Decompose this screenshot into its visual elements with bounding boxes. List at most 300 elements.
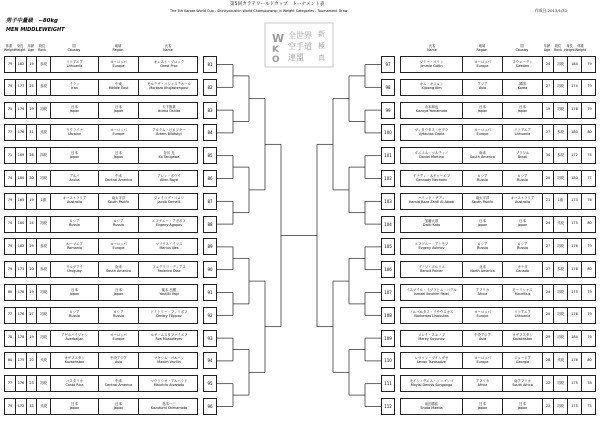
name-cell-jp: ドミトリー・フィリポフ <box>150 310 188 315</box>
bout-number-left: 96 <box>203 398 217 415</box>
country-cell-en: Georgia <box>515 359 530 364</box>
region-cell-jp: 南米 <box>115 264 122 269</box>
region-cell-en: Asia <box>114 359 123 364</box>
rank-cell: 初段 <box>554 308 568 323</box>
region-cell-jp: アジア <box>477 82 488 87</box>
country-cell-en: Russia <box>69 223 80 228</box>
height-cell: 178 <box>568 262 582 277</box>
country-cell-jp: ロシア <box>69 310 80 315</box>
name-cell-jp: モルテザ・コジャステホール <box>147 82 191 87</box>
region-cell-en: Europe <box>112 131 125 136</box>
svg-text:連盟: 連盟 <box>288 53 304 62</box>
country-cell-jp: イラン <box>69 82 80 87</box>
country-cell-jp: カザフスタン <box>64 355 85 360</box>
bout-number-left: 94 <box>203 352 217 369</box>
bout-number-right: 111 <box>381 375 395 392</box>
name-cell-en: Vytautas Cepla <box>418 131 445 136</box>
rank-cell: 参段 <box>554 125 568 140</box>
rank-cell: 弐段 <box>37 125 51 140</box>
region-cell-jp: アフリカ <box>475 378 490 383</box>
country-cell-jp: 日本 <box>519 219 526 224</box>
name-cell-en: Benoit Poirier <box>420 268 443 273</box>
bout-number-right: 100 <box>381 124 395 141</box>
country-cell-en: Korea <box>517 86 528 91</box>
name-cell-jp: モイシ・デニス・ソンゴンゴ <box>409 378 454 383</box>
bout-number-left: 90 <box>203 261 217 278</box>
name-cell-jp: 山本和也 <box>424 105 439 110</box>
weight-cell: 77 <box>5 308 16 323</box>
weight-cell: 76 <box>587 198 592 203</box>
region-cell-jp: ロシア <box>477 173 488 178</box>
bout-number-left: 91 <box>203 284 217 301</box>
name-cell-jp: 薬本 良樹 <box>161 287 177 292</box>
bout-number-right: 99 <box>381 102 395 119</box>
country-cell-jp: 日本 <box>71 287 78 292</box>
region-cell-en: Europe <box>112 63 125 68</box>
rank-cell: 初段 <box>37 103 51 118</box>
name-cell-jp: 天下都真 <box>162 105 176 110</box>
name-cell-jp: ハミッド・ザディ <box>418 196 445 201</box>
rank-cell: 初段 <box>554 285 568 300</box>
country-cell-en: Japan <box>517 405 528 410</box>
region-cell-jp: 南太平洋 <box>111 196 126 201</box>
country-cell-en: South Africa <box>512 382 533 387</box>
rank-cell: 初段 <box>37 376 51 391</box>
name-cell-en: Evgeny Agapov <box>155 223 183 228</box>
rank-cell: 初段 <box>554 171 568 186</box>
rank-cell: 初段 <box>554 239 568 254</box>
weight-cell: 79 <box>587 312 592 317</box>
title-en: The 5th Karate World Cup - Shinkyokushin World Championship in Weight Categories - Tournament Draw <box>170 9 348 13</box>
age-cell: 24 <box>543 217 554 232</box>
name-cell-jp: エフゲニー・アガポフ <box>152 219 186 224</box>
country-cell-jp: オーストラリア <box>510 196 535 201</box>
country-cell-jp: アルバ <box>69 173 80 178</box>
rank-cell: 弐段 <box>37 353 51 368</box>
country-cell-jp: リトアニア <box>514 127 531 132</box>
region-cell-jp: 南米 <box>479 150 486 155</box>
weight-cell: 77 <box>5 376 16 391</box>
country-cell-jp: 日本 <box>71 150 78 155</box>
age-cell: 19 <box>27 57 37 72</box>
name-cell-en: Rza Mustafayev <box>155 337 183 342</box>
age-cell: 30 <box>27 171 37 186</box>
name-cell-en: Levan Tsintsadze <box>417 359 446 364</box>
svg-text:全世界: 全世界 <box>288 31 312 40</box>
bout-number-right: 110 <box>381 352 395 369</box>
country-cell-jp: ブラジル <box>515 150 530 155</box>
weight-cell: 79 <box>587 61 592 66</box>
name-cell-en: Evgeny Asimov <box>418 245 445 250</box>
age-cell: 27 <box>543 262 554 277</box>
weight-cell: 79 <box>587 289 592 294</box>
bout-number-right: 106 <box>381 261 395 278</box>
country-cell-en: Lithuania <box>514 314 531 319</box>
region-cell-jp: 中米 <box>115 173 122 178</box>
age-cell: 29 <box>27 239 37 254</box>
region-cell-jp: ヨーロッパ <box>474 310 491 315</box>
name-cell-en: Merey Suyunov <box>418 337 445 342</box>
age-cell: 27 <box>543 80 554 95</box>
region-cell-en: Europe <box>476 359 489 364</box>
name-cell-jp: 加藤大基 <box>424 219 439 224</box>
name-cell-jp: ジミー・コリン <box>419 59 444 64</box>
rank-cell: 弐段 <box>554 217 568 232</box>
height-cell: 176 <box>16 376 27 391</box>
rank-cell: 参段 <box>37 262 51 277</box>
region-cell-en: Central America <box>104 382 133 387</box>
svg-text:空手道: 空手道 <box>288 42 312 51</box>
height-cell: 176 <box>568 239 582 254</box>
weight-cell: 80 <box>5 353 16 368</box>
name-cell-en: Hamid Raza Zardi Al Abadi <box>408 200 455 205</box>
name-cell-en: Daiki Kato <box>422 223 441 228</box>
weight-cell: 71 <box>5 148 16 163</box>
height-cell: 178 <box>16 331 27 346</box>
weight-cell: 80 <box>587 266 592 271</box>
name-cell-en: Gennady Nechaev <box>415 177 448 182</box>
name-cell-jp: 島本一三 <box>162 401 176 406</box>
country-cell-en: Azerbaijan <box>65 337 84 342</box>
bout-number-right: 97 <box>381 56 395 73</box>
region-cell-en: South Pacific <box>107 200 130 205</box>
age-cell: 19 <box>27 285 37 300</box>
country-cell-jp: 日本 <box>519 105 526 110</box>
bout-number-left: 95 <box>203 375 217 392</box>
region-cell-en: Japan <box>477 405 488 410</box>
height-cell: 175 <box>568 399 582 414</box>
region-cell-jp: 中東 <box>115 82 122 87</box>
division-title-jp: 男子中量級 −80kg <box>6 18 58 24</box>
height-cell: 165 <box>16 194 27 209</box>
rank-cell: 初段 <box>554 80 568 95</box>
height-cell: 173 <box>568 194 582 209</box>
height-cell: 175 <box>16 353 27 368</box>
region-cell-en: Japan <box>477 223 488 228</box>
bout-number-left: 81 <box>203 56 217 73</box>
country-cell-en: Japan <box>69 154 80 159</box>
name-cell-en: Ikuma Oshita <box>157 109 181 114</box>
weight-cell: 79 <box>587 335 592 340</box>
height-cell: 173 <box>16 262 27 277</box>
age-cell: 22 <box>543 376 554 391</box>
country-cell-en: Australia <box>67 200 82 205</box>
header-weight-right: 体重 Weight <box>575 44 587 52</box>
age-cell: 20 <box>27 353 37 368</box>
height-cell: 178 <box>568 103 582 118</box>
age-cell: 24 <box>543 285 554 300</box>
header-rank-right: 段位 Rank <box>554 44 562 52</box>
name-cell-jp: オレスト・ブロック <box>153 59 185 64</box>
rank-cell: 参段 <box>37 80 51 95</box>
bout-number-left: 82 <box>203 79 217 96</box>
region-cell-en: Europe <box>476 131 489 136</box>
header-name-right: 氏名 Name <box>427 44 437 52</box>
weight-cell: 80 <box>587 129 592 134</box>
name-cell-jp: マウリシオ・アルバラド <box>150 378 188 383</box>
name-cell-en: Moyisi Dennis Songongo <box>410 382 453 387</box>
age-cell: 20 <box>543 171 554 186</box>
region-cell-en: Japan <box>477 109 488 114</box>
name-cell-jp: イスマイル・イブラヒム・バテル <box>406 287 457 292</box>
country-cell-en: Kazakhstan <box>64 359 85 364</box>
height-cell: 174 <box>568 80 582 95</box>
country-cell-en: Aruba <box>69 177 80 182</box>
region-cell-en: Japan <box>113 109 124 114</box>
region-cell-jp: 北米 <box>479 264 486 269</box>
rank-cell: 1級 <box>554 194 568 209</box>
age-cell: 29 <box>543 331 554 346</box>
region-cell-en: Africa <box>477 291 488 296</box>
region-cell-jp: 日本 <box>479 401 486 406</box>
height-cell: 169 <box>16 148 27 163</box>
weight-cell: 77 <box>587 175 592 180</box>
rank-cell: 初段 <box>37 171 51 186</box>
country-cell-jp: スウェーデン <box>512 59 533 64</box>
region-cell-en: Russia <box>113 314 124 319</box>
country-cell-jp: 日本 <box>71 105 78 110</box>
region-cell-jp: ヨーロッパ <box>110 127 127 132</box>
age-cell: 25 <box>27 80 37 95</box>
bout-number-right: 107 <box>381 284 395 301</box>
height-cell: 172 <box>568 148 582 163</box>
height-cell: 175 <box>568 285 582 300</box>
rank-cell: 初段 <box>37 331 51 346</box>
age-cell: 27 <box>543 125 554 140</box>
name-cell-jp: メレイ・スユノフ <box>418 333 445 338</box>
country-cell-jp: リトアニア <box>66 59 83 64</box>
name-cell-jp: マリウス・イリス <box>155 241 183 246</box>
rank-cell: 初段 <box>37 285 51 300</box>
name-cell-jp: 谷川 光 <box>163 150 175 155</box>
title-jp: 第5回カラテワールドカップ トーナメント表 <box>230 2 325 7</box>
age-cell: 21 <box>543 194 554 209</box>
age-cell: 27 <box>543 239 554 254</box>
name-cell-en: Kazufumi Shimamoto <box>150 405 188 410</box>
header-height-right: 身長 Height <box>564 44 575 52</box>
region-cell-en: Asia <box>478 337 487 342</box>
rank-cell: 参段 <box>554 148 568 163</box>
rank-cell: 弐段 <box>37 399 51 414</box>
name-cell-en: Yoshiki Yagi <box>159 291 179 296</box>
country-cell-en: Ukraine <box>67 131 82 136</box>
country-cell-en: Romania <box>67 245 82 250</box>
weight-cell: 79 <box>587 243 592 248</box>
region-cell-en: Central America <box>104 177 133 182</box>
height-cell: 176 <box>568 308 582 323</box>
region-cell-en: Europe <box>112 245 125 250</box>
country-cell-jp: アゼルバイジャン <box>61 333 88 338</box>
age-cell: 31 <box>27 125 37 140</box>
weight-cell: 79 <box>587 107 592 112</box>
rank-cell: 初段 <box>554 57 568 72</box>
country-cell-en: Japan <box>69 405 80 410</box>
weight-cell: 74 <box>5 217 16 232</box>
country-cell-en: Kazakhstan <box>512 337 533 342</box>
bout-number-left: 84 <box>203 124 217 141</box>
country-cell-jp: モーリシャス <box>512 287 533 292</box>
name-cell-en: Artem Bilotskyi <box>156 131 182 136</box>
region-cell-en: Middle East <box>108 86 129 91</box>
rank-cell: 1級 <box>37 194 51 209</box>
bout-number-right: 112 <box>381 398 395 415</box>
header-region-right: 地域 Region <box>476 44 488 52</box>
region-cell-en: Japan <box>113 291 124 296</box>
region-cell-jp: ヨーロッパ <box>110 59 127 64</box>
bout-number-left: 83 <box>203 102 217 119</box>
region-cell-jp: 日本 <box>479 219 486 224</box>
rank-cell: 弐段 <box>554 353 568 368</box>
name-cell-en: Morteza Khojastehpour <box>149 86 189 91</box>
region-cell-jp: 日本 <box>115 105 122 110</box>
region-cell-en: Japan <box>113 154 124 159</box>
region-cell-en: Russia <box>477 245 488 250</box>
weight-cell: 79 <box>5 239 16 254</box>
height-cell: 177 <box>16 80 27 95</box>
bout-number-left: 87 <box>203 193 217 210</box>
svg-text:真: 真 <box>318 54 325 62</box>
rank-cell: 初段 <box>37 217 51 232</box>
bout-number-left: 92 <box>203 307 217 324</box>
region-cell-jp: ヨーロッパ <box>110 333 127 338</box>
name-cell-jp: ヴィタウタス・ゼプラ <box>414 127 449 132</box>
name-cell-jp: ダニエル・マルティノ <box>414 150 449 155</box>
country-cell-en: Australia <box>515 200 530 205</box>
age-cell: 19 <box>27 194 37 209</box>
region-cell-jp: ヨーロッパ <box>474 355 491 360</box>
bout-number-right: 102 <box>381 170 395 187</box>
age-cell: 20 <box>27 262 37 277</box>
header-age-right: 年齢 Age <box>543 44 551 52</box>
bout-number-right: 108 <box>381 307 395 324</box>
weight-cell: 77 <box>5 125 16 140</box>
name-cell-en: Marius Ilies <box>159 245 179 250</box>
height-cell: 175 <box>568 217 582 232</box>
region-cell-jp: 南太平洋 <box>475 196 490 201</box>
region-cell-jp: 中央アジア <box>474 333 491 338</box>
name-cell-jp: レヴァン・ツインザゼ <box>414 355 449 360</box>
bout-number-left: 85 <box>203 147 217 164</box>
name-cell-en: Maxim Vavilin <box>157 359 181 364</box>
age-cell: 19 <box>27 103 37 118</box>
country-cell-jp: ウルグアイ <box>66 264 83 269</box>
name-cell-jp: ブノワ・ポルリエ <box>418 264 445 269</box>
height-cell: 176 <box>16 308 27 323</box>
region-cell-en: Europe <box>476 314 489 319</box>
region-cell-jp: 日本 <box>115 150 122 155</box>
age-cell: 23 <box>27 376 37 391</box>
age-cell: 24 <box>27 217 37 232</box>
height-cell: 175 <box>568 376 582 391</box>
height-cell: 172 <box>16 399 27 414</box>
name-cell-en: Federico Diaz <box>157 268 181 273</box>
region-cell-jp: 日本 <box>115 401 122 406</box>
country-cell-jp: カナダ <box>517 264 528 269</box>
weight-cell: 79 <box>5 57 16 72</box>
name-cell-en: Jimmie Collin <box>420 63 443 68</box>
weight-cell: 80 <box>587 357 592 362</box>
country-cell-en: Sweden <box>515 63 530 68</box>
name-cell-jp: キム・キジュン <box>419 82 444 87</box>
country-cell-jp: ジョージア <box>514 355 531 360</box>
region-cell-en: South America <box>470 154 495 159</box>
rank-cell: 初段 <box>554 103 568 118</box>
country-cell-en: Japan <box>517 109 528 114</box>
name-cell-en: Kazuya Yamamoto <box>415 109 448 114</box>
region-cell-jp: ロシア <box>477 241 488 246</box>
name-cell-jp: ジェイコブ・コメリ <box>153 196 185 201</box>
svg-text:新: 新 <box>318 30 325 38</box>
name-cell-en: Orest Proc <box>160 63 178 68</box>
country-cell-en: Japan <box>69 109 80 114</box>
name-cell-en: Mauricio Alvarado <box>153 382 185 387</box>
bout-number-left: 93 <box>203 330 217 347</box>
country-cell-jp: コスタリカ <box>66 378 83 383</box>
country-cell-en: Lithuania <box>66 63 83 68</box>
region-cell-en: North America <box>470 268 495 273</box>
height-cell: 182 <box>16 239 27 254</box>
region-cell-en: Asia <box>478 86 487 91</box>
weight-cell: 75 <box>5 103 16 118</box>
name-cell-en: Jacob Comelli <box>157 200 181 205</box>
country-cell-jp: 日本 <box>519 401 526 406</box>
age-cell: 24 <box>543 57 554 72</box>
weight-cell: 79 <box>5 80 16 95</box>
country-cell-en: Lithuania <box>514 131 531 136</box>
height-cell: 176 <box>16 125 27 140</box>
weight-cell: 80 <box>587 221 592 226</box>
weight-cell: 74 <box>5 171 16 186</box>
country-cell-en: Uruguay <box>67 268 82 273</box>
age-cell: 19 <box>543 103 554 118</box>
weight-cell: 79 <box>5 399 16 414</box>
height-cell: 184 <box>568 331 582 346</box>
rank-cell: 参段 <box>554 262 568 277</box>
name-cell-jp: マキシム・パルバン <box>153 355 185 360</box>
name-cell-en: Norbertas Lisauskas <box>414 314 449 319</box>
name-cell-jp: 前田勝紘 <box>424 401 439 406</box>
weight-cell: 74 <box>587 152 592 157</box>
name-cell-jp: アレン・ボウイ <box>157 173 181 178</box>
name-cell-jp: エフゲニー・アシモフ <box>414 241 449 246</box>
header-age-left: 年齢 Age <box>27 44 35 52</box>
age-cell: 33 <box>27 399 37 414</box>
region-cell-jp: ヨーロッパ <box>474 59 491 64</box>
bout-number-right: 104 <box>381 216 395 233</box>
age-cell: 28 <box>27 148 37 163</box>
height-cell: 180 <box>568 125 582 140</box>
header-rank-left: 段位 Rank <box>38 44 46 52</box>
region-cell-jp: ロシア <box>113 310 124 315</box>
weight-cell: 78 <box>587 380 592 385</box>
region-cell-jp: アフリカ <box>475 287 490 292</box>
rank-cell: 参段 <box>37 57 51 72</box>
height-cell: 176 <box>568 353 582 368</box>
name-cell-en: Kijoong Kim <box>421 86 442 91</box>
name-cell-jp: ルザ・ムスタファイエフ <box>150 333 188 338</box>
rank-cell: 初段 <box>37 308 51 323</box>
bout-number-right: 101 <box>381 147 395 164</box>
created-date: 作成日:2013/1/31 <box>535 8 568 13</box>
country-cell-jp: オーストラリア <box>62 196 87 201</box>
country-cell-jp: ロシア <box>517 241 528 246</box>
header-height-left: 身長 Height <box>15 44 26 52</box>
region-cell-en: Africa <box>477 382 488 387</box>
region-cell-en: Europe <box>476 63 489 68</box>
division-title-en: MEN MIDDLEWEIGHT <box>6 27 65 33</box>
region-cell-jp: 中央アジア <box>110 355 127 360</box>
country-cell-jp: リトアニア <box>514 310 531 315</box>
